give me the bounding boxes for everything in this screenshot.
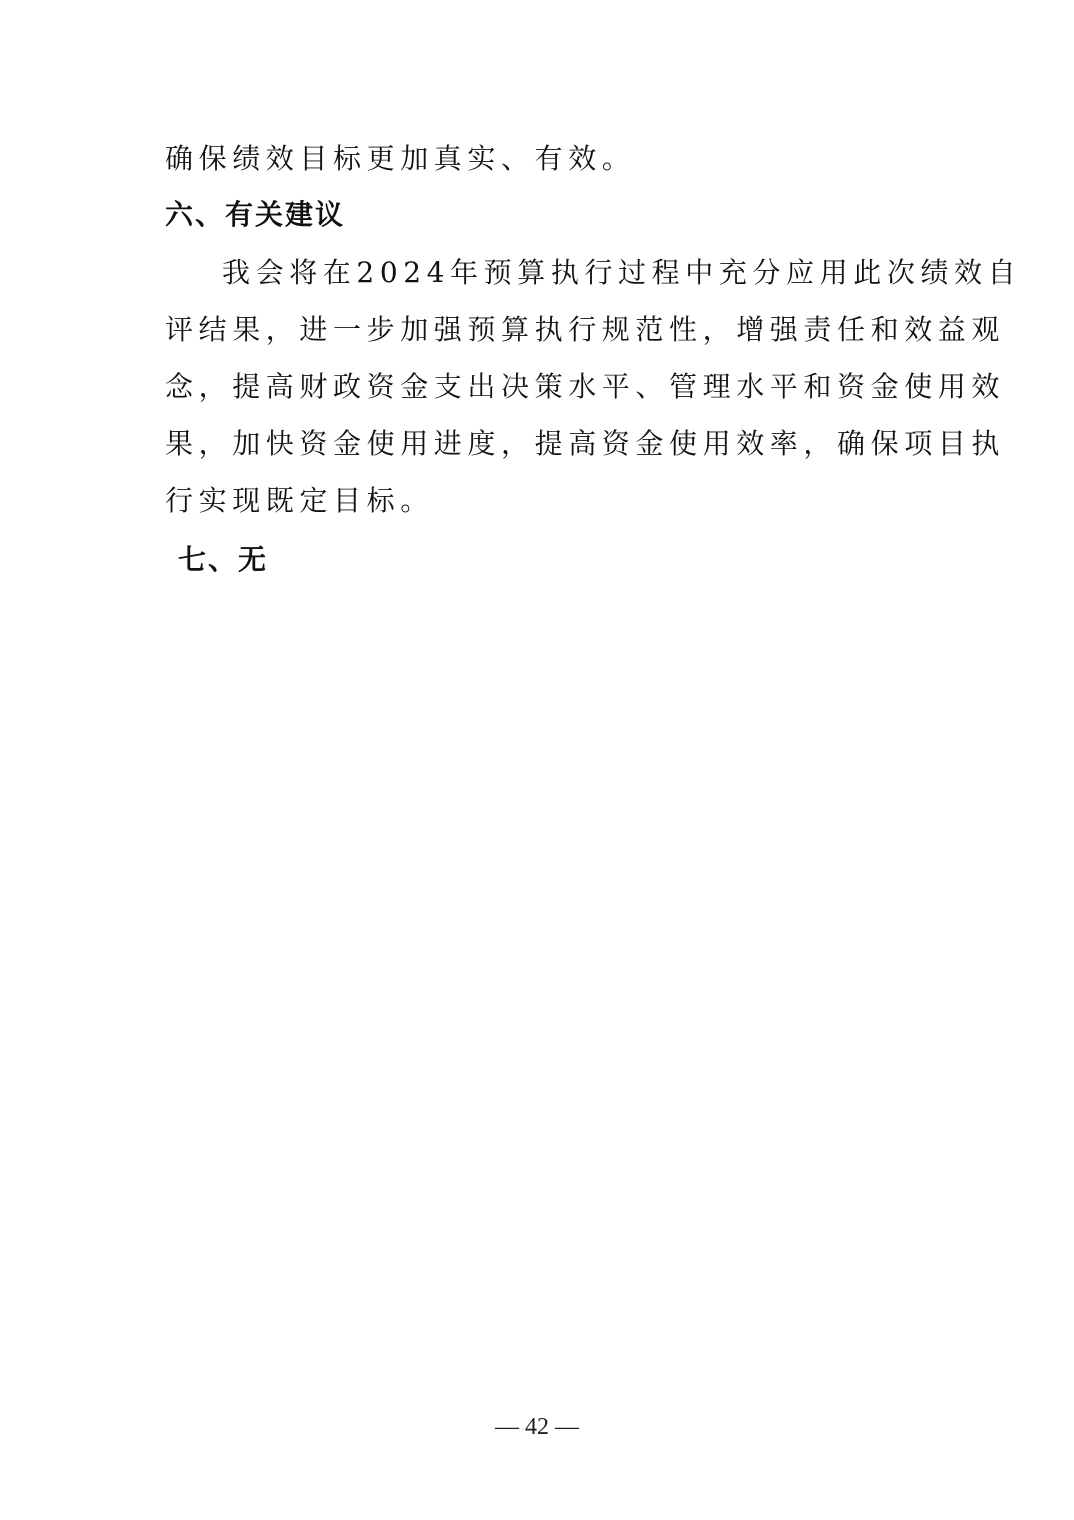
paragraph-line-1: 我会将在2024年预算执行过程中充分应用此次绩效自	[222, 256, 1022, 289]
page-number: — 42 —	[495, 1414, 579, 1440]
section-seven-heading: 七、无	[178, 543, 269, 576]
section-six-heading: 六、有关建议	[165, 198, 346, 231]
paragraph-line-3: 念，提高财政资金支出决策水平、管理水平和资金使用效	[165, 370, 1006, 403]
paragraph-line-5: 行实现既定目标。	[165, 484, 434, 517]
paragraph-line-2: 评结果，进一步加强预算执行规范性，增强责任和效益观	[165, 313, 1006, 346]
paragraph-line-4: 果，加快资金使用进度，提高资金使用效率，确保项目执	[165, 427, 1006, 460]
continuation-text-line: 确保绩效目标更加真实、有效。	[165, 142, 636, 175]
